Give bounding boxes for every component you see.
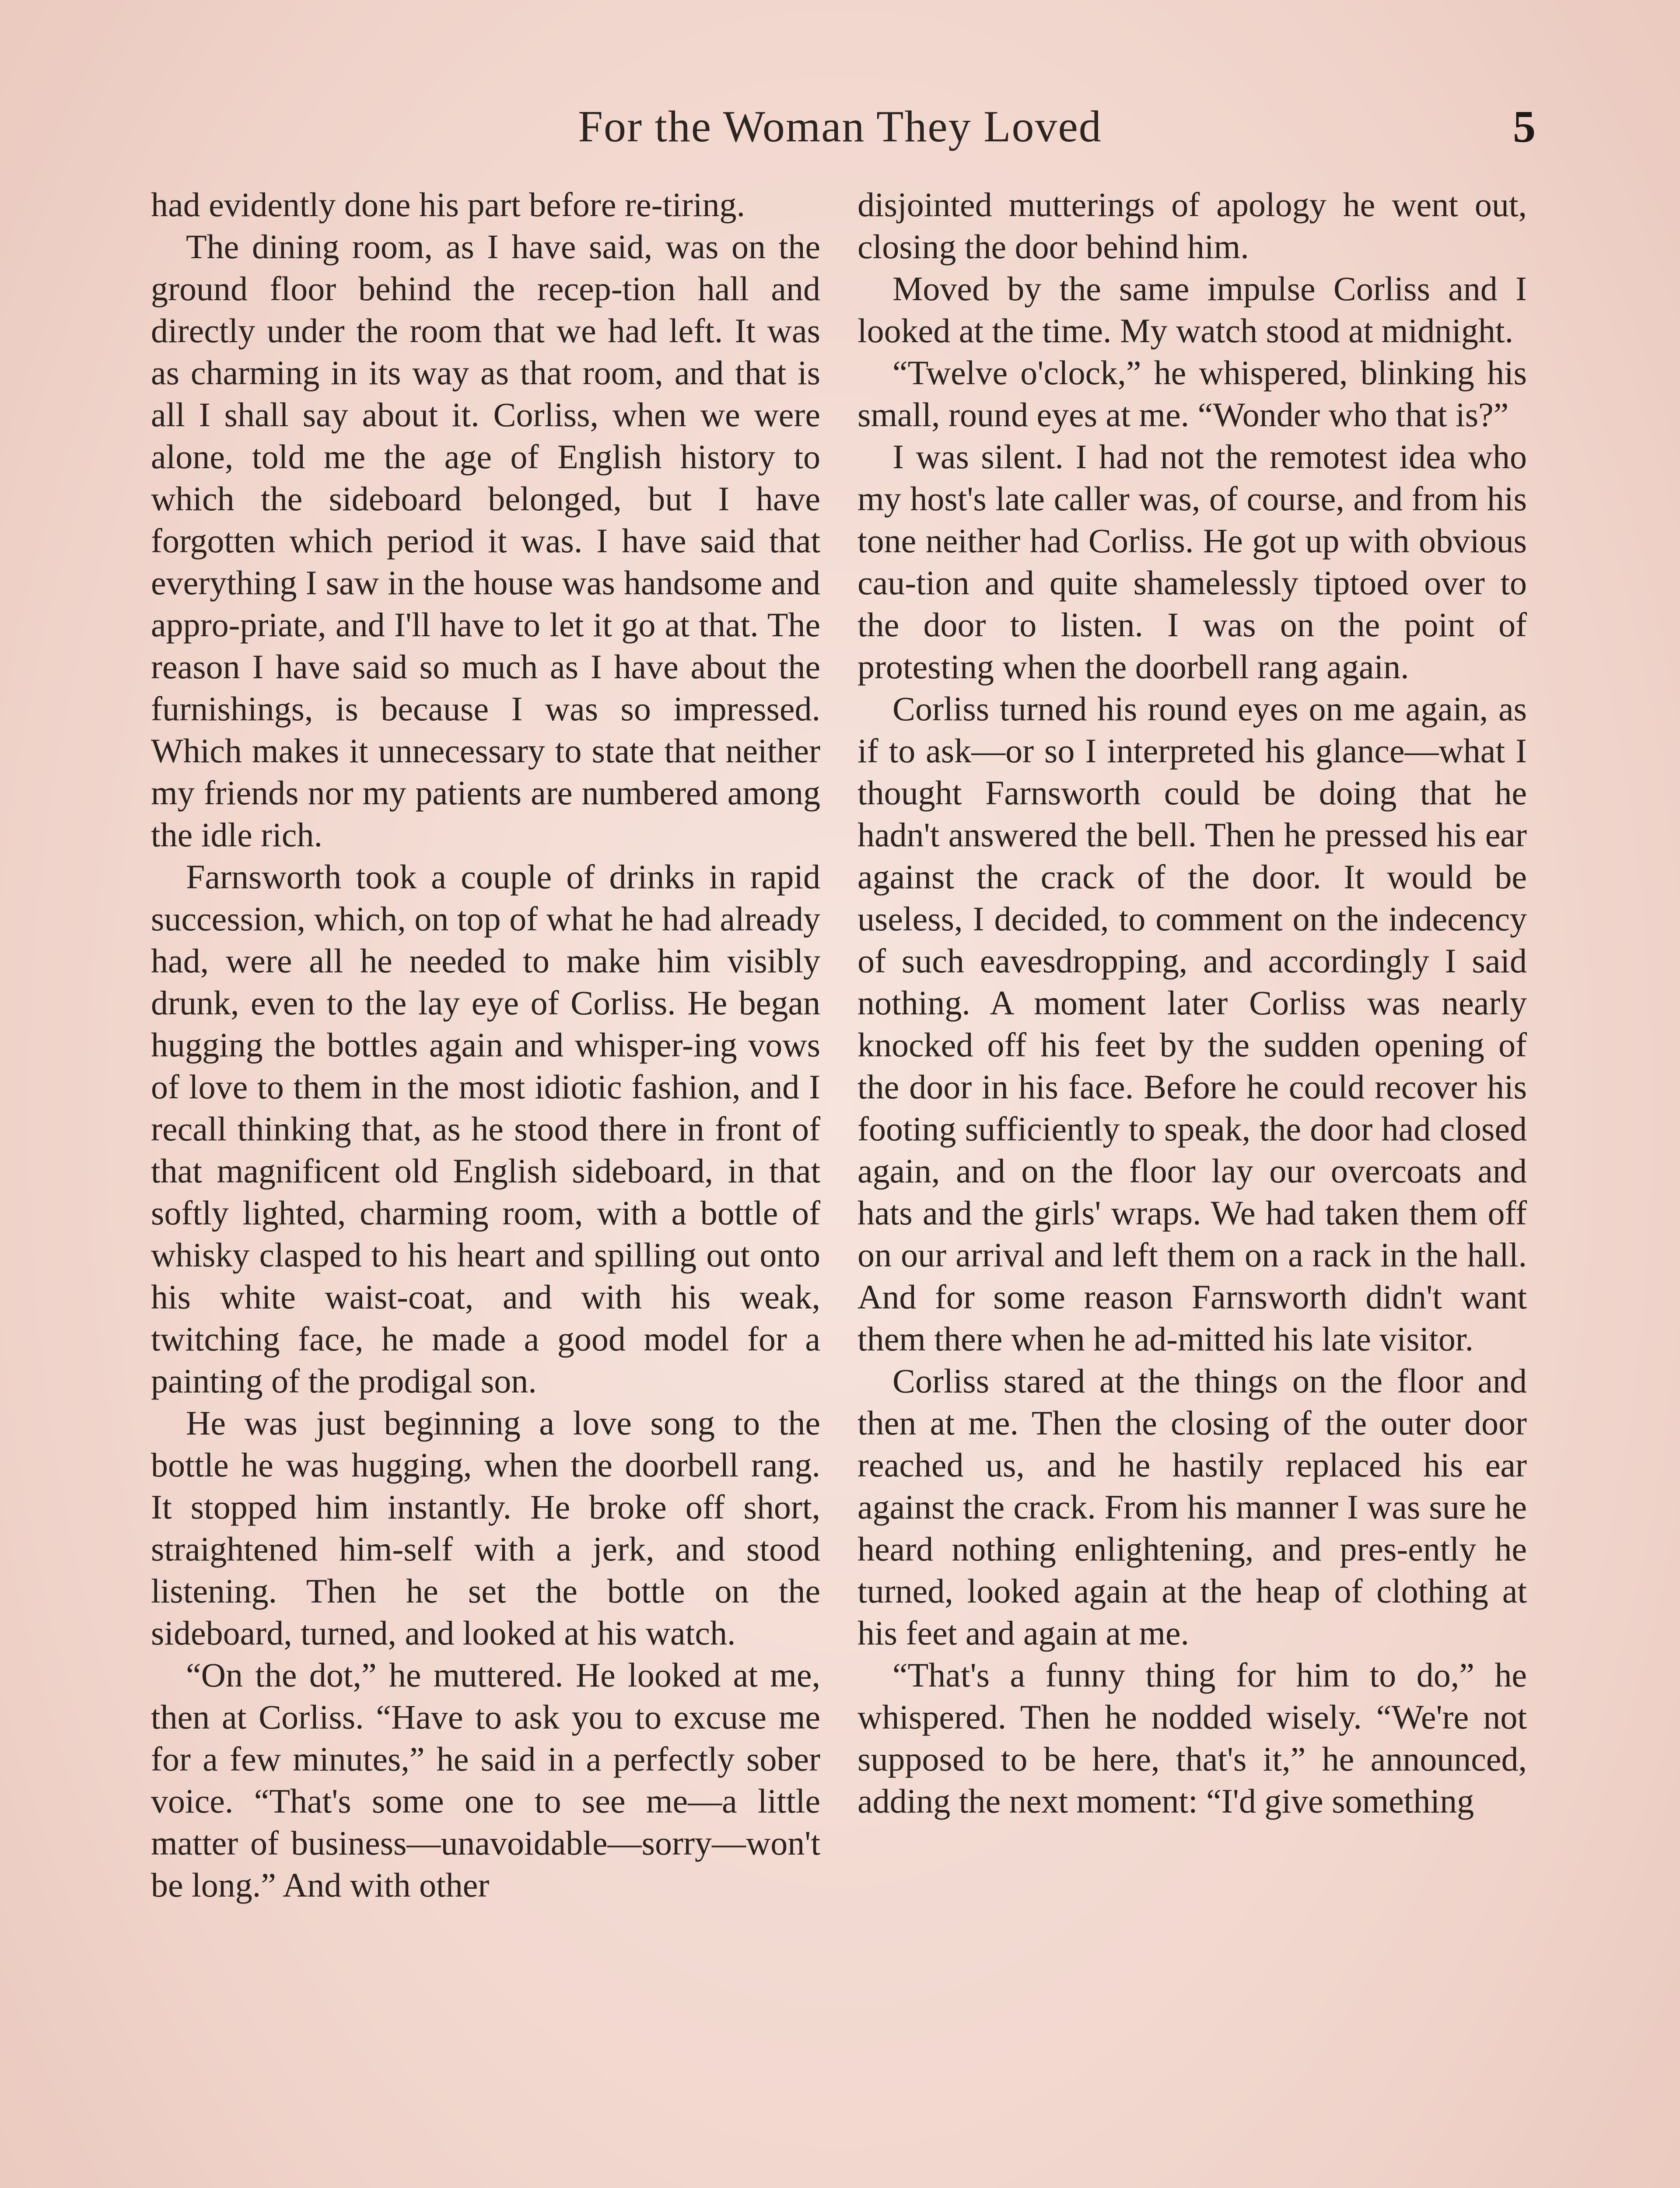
- paragraph: Moved by the same impulse Corliss and I looked at the time. My watch stood at midnight.: [858, 270, 1527, 350]
- paragraph: I was silent. I had not the remotest idea who my host's late caller was, of course, and from his tone neither had Corliss. He got up with obvious cau-tion and quite shamelessly tiptoed over to the door to listen. I was on the point of protesting when the doorbell rang again.: [858, 438, 1527, 686]
- paragraph: The dining room, as I have said, was on the ground floor behind the recep-tion hall and directly under the room that we had left. It was as charming in its way as that room, and that is all I shall say about it. Corliss, when we were alone, told me the age of English history to which the sideboard belonged, but I have forgotten which period it was. I have said that everything I saw in the house was handsome and appro-priate, and I'll have to let it go at that. The reason I have said so much as I have about the furnishings, is because I was so impressed. Which makes it unnecessary to state that neither my friends nor my patients are numbered among the idle rich.: [151, 228, 820, 854]
- left-column: [151, 184, 820, 2188]
- paragraph: “Twelve o'clock,” he whispered, blinking his small, round eyes at me. “Wonder who that is?”: [858, 354, 1527, 434]
- paragraph: Corliss stared at the things on the floor and then at me. Then the closing of the outer door reached us, and he hastily replaced his ear against the crack. From his manner I was sure he heard nothing enlightening, and pres-ently he turned, looked again at the heap of clothing at his feet and again at me.: [858, 1362, 1527, 1652]
- paragraph: He was just beginning a love song to the bottle he was hugging, when the doorbell rang. It stopped him instantly. He broke off short, straightened him-self with a jerk, and stood listening. Then he set the bottle on the sideboard, turned, and looked at his watch.: [151, 1404, 820, 1652]
- paragraph: Farnsworth took a couple of drinks in rapid succession, which, on top of what he had already had, were all he needed to make him visibly drunk, even to the lay eye of Corliss. He began hugging the bottles again and whisper-ing vows of love to them in the most idiotic fashion, and I recall thinking that, as he stood there in front of that magnificent old English sideboard, in that softly lighted, charming room, with a bottle of whisky clasped to his heart and spilling out onto his white waist-coat, and with his weak, twitching face, he made a good model for a painting of the prodigal son.: [151, 858, 820, 1400]
- paragraph: “On the dot,” he muttered. He looked at me, then at Corliss. “Have to ask you to excuse me for a few minutes,” he said in a perfectly sober voice. “That's some one to see me—a little matter of business—unavoidable—sorry—won't be long.” And with other: [151, 1656, 820, 1904]
- paragraph: had evidently done his part before re-tiring.: [151, 186, 746, 224]
- paragraph: disjointed mutterings of apology he went out, closing the door behind him.: [858, 186, 1527, 266]
- paragraph: “That's a funny thing for him to do,” he whispered. Then he nodded wisely. “We're not supposed to be here, that's it,” he announced, adding the next moment: “I'd give something: [858, 1656, 1527, 1820]
- paragraph: Corliss turned his round eyes on me again, as if to ask—or so I interpreted his glance—what I thought Farnsworth could be doing that he hadn't answered the bell. Then he pressed his ear against the crack of the door. It would be useless, I decided, to comment on the indecency of such eavesdropping, and accordingly I said nothing. A moment later Corliss was nearly knocked off his feet by the sudden opening of the door in his face. Before he could recover his footing sufficiently to speak, the door had closed again, and on the floor lay our overcoats and hats and the girls' wraps. We had taken them off on our arrival and left them on a rack in the hall. And for some reason Farnsworth didn't want them there when he ad-mitted his late visitor.: [858, 690, 1527, 1358]
- page-number: 5: [1513, 102, 1536, 152]
- right-column: [858, 184, 1527, 2188]
- running-title: For the Woman They Loved: [578, 102, 1102, 151]
